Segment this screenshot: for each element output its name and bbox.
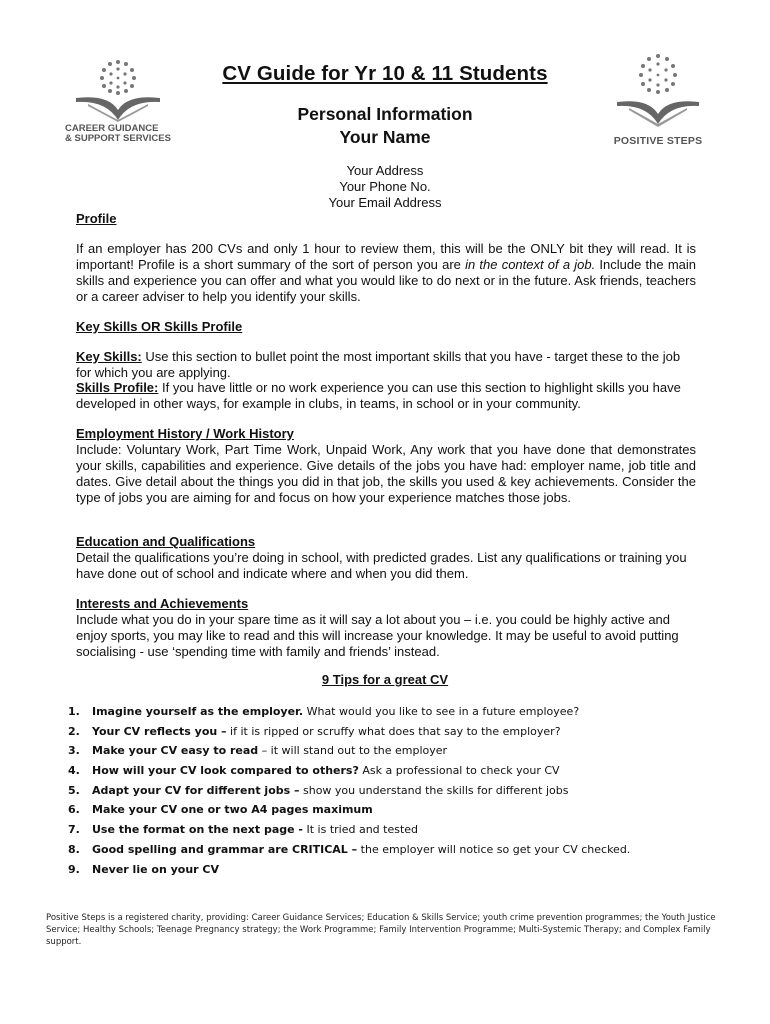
address-placeholder: Your Address xyxy=(346,163,424,178)
tip-bold-text: How will your CV look compared to others? xyxy=(92,764,359,778)
tip-number: 4. xyxy=(68,764,80,778)
footer-note: Positive Steps is a registered charity, providing: Career Guidance Services; Education & Skills Service; youth crime prevention programmes; the Youth Justice Service; Healthy Schools; Teenage Pregnancy strategy; the Work Programme; Family Intervention Programme; Multi-Systemic Therapy; and Complex Family support. xyxy=(46,913,716,947)
tip-text: What would you like to see in a future employee? xyxy=(303,705,580,718)
key-skills-label: Key Skills: xyxy=(76,349,142,364)
tip-item xyxy=(68,741,708,761)
tip-number: 7. xyxy=(68,823,80,837)
profile-section xyxy=(76,211,696,227)
tips-heading: 9 Tips for a great CV xyxy=(321,672,449,687)
tip-text: It is tried and tested xyxy=(303,823,419,837)
tip-number: 3. xyxy=(68,744,80,758)
tip-number: 6. xyxy=(68,803,80,817)
skills-profile-label: Skills Profile: xyxy=(76,380,159,395)
employment-heading: Employment History / Work History xyxy=(76,426,294,441)
profile-heading: Profile xyxy=(76,211,117,226)
skills-profile-text xyxy=(76,380,696,412)
tips-list xyxy=(68,702,708,879)
section-subtitle: Personal Information xyxy=(297,104,473,124)
key-skills-text xyxy=(76,349,696,381)
tip-number: 2. xyxy=(68,724,80,738)
tip-text: Ask a professional to check your CV xyxy=(358,764,560,778)
logo-text-line: CAREER GUIDANCE xyxy=(65,123,159,134)
interests-heading: Interests and Achievements xyxy=(76,596,249,611)
tip-number: 9. xyxy=(68,862,80,876)
tip-bold-text: Use the format on the next page - xyxy=(92,823,303,837)
tip-item xyxy=(68,781,708,801)
tip-number: 1. xyxy=(68,705,80,718)
tip-item xyxy=(68,761,708,781)
tip-text: if it is ripped or scruffy what does that say to the employer? xyxy=(226,724,561,738)
education-section xyxy=(76,534,696,582)
profile-text-part: If an employer has 200 CVs and only 1 hour to review them, this will be the ONLY bit they will read. It is important! Profile is a short summary of the sort of person you are xyxy=(76,241,696,272)
employment-section xyxy=(76,426,696,506)
interests-text: Include what you do in your spare time as it will say a lot about you – i.e. you could be highly active and enjoy sports, you may like to read and this will increase your knowledge. It may be useful to avoid putting socialising - use ‘spending time with family and friends’ instead. xyxy=(76,612,679,659)
education-heading: Education and Qualifications xyxy=(76,534,256,549)
skills-profile-description: If you have little or no work experience you can use this section to highlight skills you have developed in other ways, for example in clubs, in teams, in school or in your community. xyxy=(76,380,681,411)
name-placeholder: Your Name xyxy=(339,127,431,147)
tip-number: 8. xyxy=(68,842,80,856)
interests-section xyxy=(76,596,696,660)
education-text: Detail the qualifications you’re doing in school, with predicted grades. List any qualifications or training you have done out of school and indicate where and when you did them. xyxy=(76,550,687,581)
tip-item xyxy=(68,722,708,742)
tip-bold-text: Make your CV easy to read xyxy=(92,744,259,758)
email-placeholder: Your Email Address xyxy=(328,195,442,210)
tip-bold-text: Your CV reflects you – xyxy=(92,724,227,738)
tip-item xyxy=(68,840,708,860)
profile-text xyxy=(76,241,696,305)
tip-bold-text: Make your CV one or two A4 pages maximum xyxy=(92,803,373,817)
tip-item xyxy=(68,860,708,880)
tip-number: 5. xyxy=(68,783,80,797)
tip-text: – it will stand out to the employer xyxy=(258,744,448,758)
tip-bold-text: Never lie on your CV xyxy=(92,862,219,876)
key-skills-description: Use this section to bullet point the most important skills that you have - target these to the job for which you are applying. xyxy=(76,349,681,380)
tip-text: the employer will notice so get your CV checked. xyxy=(357,842,631,856)
page-title: CV Guide for Yr 10 & 11 Students xyxy=(222,62,548,85)
tip-bold-text: Good spelling and grammar are CRITICAL – xyxy=(92,842,358,856)
tip-bold-text: Adapt your CV for different jobs – xyxy=(92,783,300,797)
tip-text: show you understand the skills for different jobs xyxy=(299,783,569,797)
tip-item xyxy=(68,800,708,820)
positive-steps-logo-text: POSITIVE STEPS xyxy=(613,135,703,147)
tip-item xyxy=(68,820,708,840)
tip-item xyxy=(68,702,708,722)
employment-text: Include: Voluntary Work, Part Time Work, Unpaid Work, Any work that you have done that demonstrates your skills, capabilities and experience. Give details of the jobs you have had: employer name, job title and dates. Give detail about the things you did in that job, the skills you used & key achievements. Consider the type of jobs you are aiming for and focus on how your experience matches those jobs. xyxy=(76,442,696,505)
logo-text-line: & SUPPORT SERVICES xyxy=(65,133,171,144)
tip-bold-text: Imagine yourself as the employer. xyxy=(92,705,304,718)
phone-placeholder: Your Phone No. xyxy=(339,179,431,194)
profile-text-italic: in the context of a job. xyxy=(465,257,596,272)
skills-heading: Key Skills OR Skills Profile xyxy=(76,319,243,334)
profile-text-part: Include the main skills and experience you can offer and what you would like to do next or in the future. Ask friends, teachers or a career adviser to help you identify your skills. xyxy=(76,257,696,304)
skills-section xyxy=(76,319,696,335)
